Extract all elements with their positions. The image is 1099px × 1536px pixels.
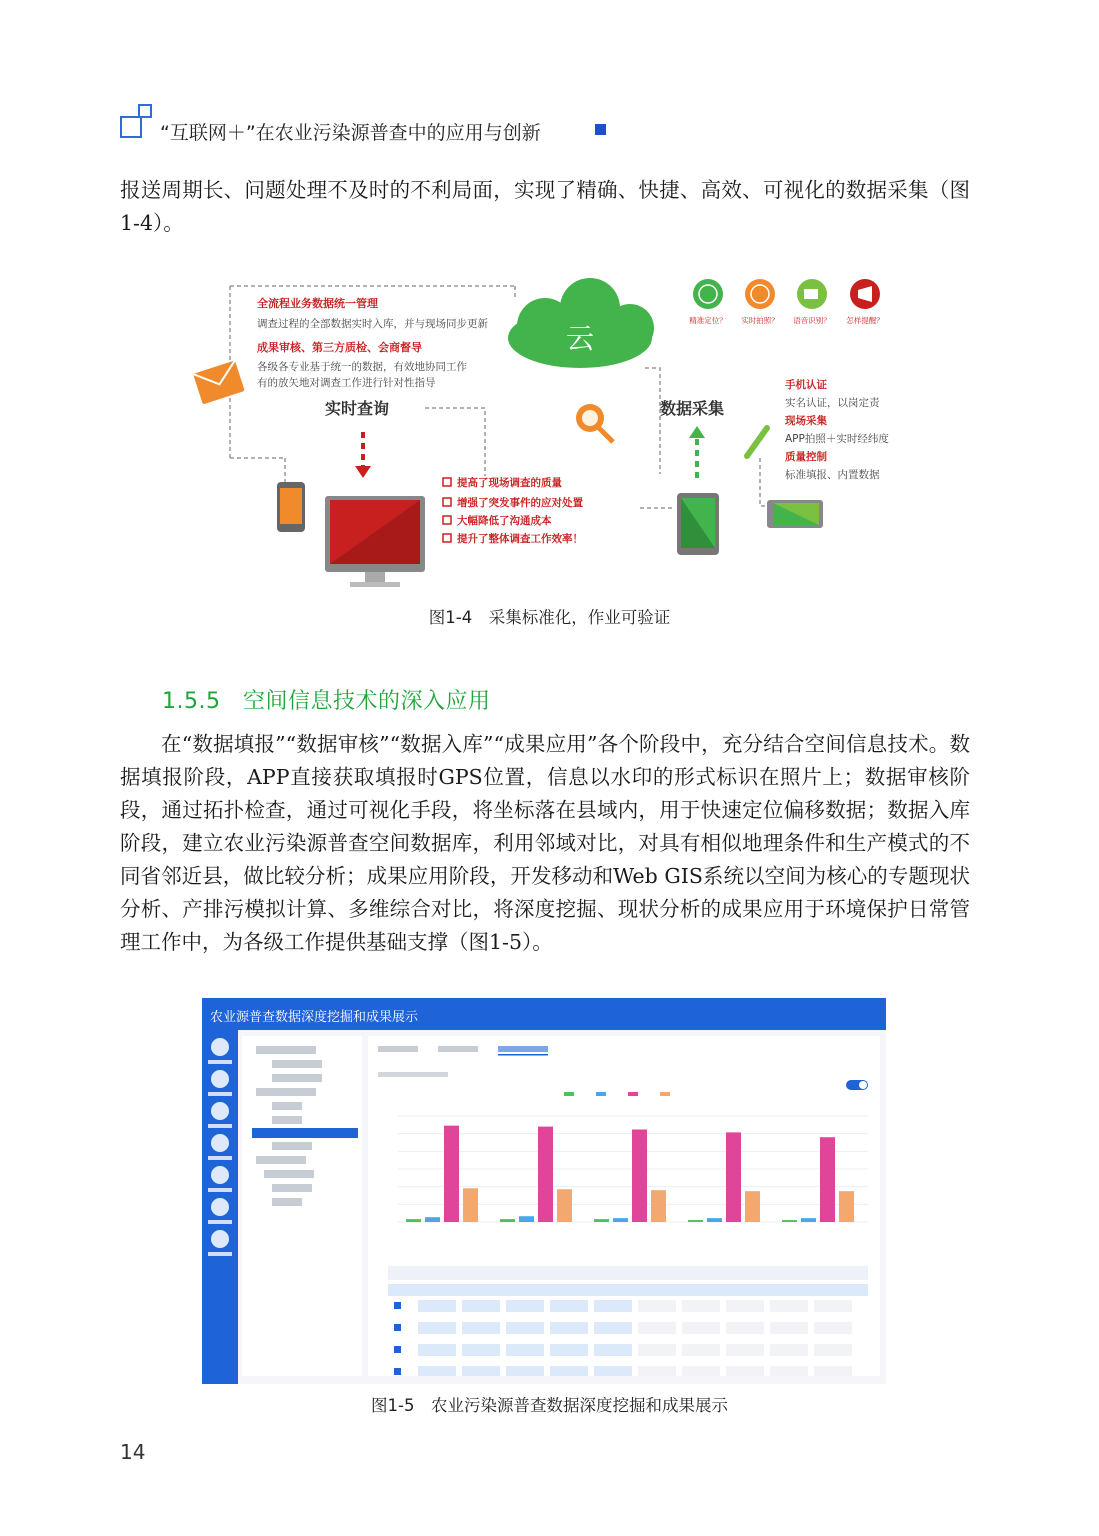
table-cell (550, 1344, 588, 1356)
app-tree-panel (242, 1036, 362, 1376)
fig4-right-d3: 标准填报、内置数据 (785, 469, 880, 481)
data-collection-label: 数据采集 (660, 399, 725, 418)
row-checkbox (394, 1302, 401, 1309)
table-cell (418, 1344, 456, 1356)
row-checkbox (394, 1346, 401, 1353)
table-cell (462, 1300, 500, 1312)
chart-bar (406, 1219, 421, 1222)
table-cell (682, 1366, 720, 1376)
fig4-right-d2: APP拍照＋实时经纬度 (785, 433, 889, 445)
table-cell (770, 1344, 808, 1356)
tablet-icon (677, 493, 719, 555)
chart-bar (425, 1217, 440, 1222)
app-topbar (202, 998, 886, 1030)
table-cell (462, 1322, 500, 1334)
figure-1-5-caption: 图1-5 农业污染源普查数据深度挖掘和成果展示 (371, 1396, 728, 1415)
table-cell (814, 1366, 852, 1376)
chart-bar (820, 1137, 835, 1222)
tree-item[interactable] (272, 1116, 302, 1124)
camera-icon (745, 279, 775, 309)
table-cell (814, 1300, 852, 1312)
app-main-panel (368, 1036, 880, 1376)
table-cell (594, 1366, 632, 1376)
benefit-4: 提升了整体调查工作效率！ (457, 533, 583, 545)
table-cell (418, 1322, 456, 1334)
app-window-title: 农业源普查数据深度挖掘和成果展示 (210, 1010, 419, 1025)
cloud-label: 云 (565, 322, 595, 355)
chart-bar (463, 1188, 478, 1222)
icon-circles (693, 279, 880, 309)
fig5-bars (398, 1116, 868, 1222)
table-filter-row (388, 1284, 868, 1296)
fig4-line3-text: 有的放矢地对调查工作进行针对性指导 (257, 377, 436, 389)
legend-swatch-4 (660, 1092, 670, 1096)
section-title: 空间信息技术的深入应用 (242, 689, 491, 714)
chart-bar (594, 1219, 609, 1222)
table-cell (638, 1344, 676, 1356)
figure-1-4-caption: 图1-4 采集标准化，作业可验证 (428, 608, 671, 627)
chart-bar (801, 1218, 816, 1222)
table-cell (682, 1344, 720, 1356)
fig4-right-t1: 手机认证 (785, 379, 827, 391)
table-cell (726, 1344, 764, 1356)
tab-3-active (498, 1046, 548, 1052)
tree-item[interactable] (272, 1198, 302, 1206)
table-cell (726, 1322, 764, 1334)
table-cell (550, 1322, 588, 1334)
figure-1-4-illustration (185, 278, 905, 596)
table-cell (770, 1300, 808, 1312)
section-number: 1.5.5 (162, 689, 221, 714)
chart-bar (557, 1189, 572, 1222)
page-number: 14 (120, 1440, 146, 1464)
chart-bar (632, 1129, 647, 1222)
benefit-2: 增强了突发事件的应对处置 (457, 497, 583, 509)
fig4-line2-text: 各级各专业基于统一的数据，有效地协同工作 (257, 361, 467, 373)
envelope-icon (193, 360, 245, 404)
tree-item[interactable] (256, 1088, 316, 1096)
header-bullet-icon (595, 124, 606, 135)
chart-bar (444, 1126, 459, 1222)
tree-item[interactable] (256, 1046, 316, 1054)
fig5-chart (368, 1036, 880, 1376)
table-cell (638, 1366, 676, 1376)
main-paragraph-text: 在“数据填报”“数据审核”“数据入库”“成果应用”各个阶段中，充分结合空间信息技术。数据填报阶段，APP直接获取填报时GPS位置，信息以水印的形式标识在照片上；数据审核阶段，通过拓扑检查，通过可视化手段，将坐标落在县域内，用于快速定位偏移数据；数据入库阶段，建立农业污染源普查空间数据库，利用邻域对比，对具有相似地理条件和生产模式的不同省邻近县，做比较分析；成果应用阶段，开发移动和Web GIS系统以空间为核心的专题现状分析、产排污模拟计算、多维综合对比，将深度挖掘、现状分析的成果应用于环境保护日常管理工作中，为各级工作提供基础支撑（图1-5）。 (120, 732, 970, 954)
benefits-list (443, 476, 583, 545)
table-cell (770, 1366, 808, 1376)
row-checkbox (394, 1368, 401, 1375)
tree-item[interactable] (272, 1184, 312, 1192)
tab-1 (378, 1046, 418, 1052)
chart-bar (519, 1216, 534, 1222)
realtime-query-label: 实时查询 (325, 399, 390, 418)
chart-bar (782, 1220, 797, 1222)
main-paragraph (120, 728, 970, 959)
chart-bar (538, 1127, 553, 1222)
sidebar-nav-item-7[interactable] (208, 1230, 232, 1270)
phone-icon (277, 482, 305, 532)
circle-label-1: 精准定位？ (689, 316, 727, 325)
table-cell (506, 1366, 544, 1376)
table-cell (814, 1322, 852, 1334)
table-cell (594, 1344, 632, 1356)
fig4-right-t2: 现场采集 (785, 415, 827, 427)
fig4-right-d1: 实名认证，以岗定责 (785, 397, 880, 409)
header-square-small-icon (138, 104, 152, 118)
table-cell (814, 1344, 852, 1356)
chart-bar (726, 1132, 741, 1222)
tree-item[interactable] (264, 1170, 314, 1178)
table-cell (506, 1322, 544, 1334)
circle-label-4: 怎样提醒？ (846, 316, 884, 325)
circle-label-3: 语音识别？ (793, 316, 831, 325)
fig4-line1-title: 全流程业务数据统一管理 (257, 297, 378, 310)
table-cell (594, 1322, 632, 1334)
chart-bar (839, 1191, 854, 1222)
table-cell (682, 1322, 720, 1334)
table-cell (594, 1300, 632, 1312)
fig4-line1-text: 调查过程的全部数据实时入库，并与现场同步更新 (257, 318, 488, 330)
fig4-right-t3: 质量控制 (785, 451, 827, 463)
chart-bar (707, 1218, 722, 1222)
legend-swatch-3 (628, 1092, 638, 1096)
table-cell (550, 1300, 588, 1312)
running-header-title: “互联网＋”在农业污染源普查中的应用与创新 (160, 122, 541, 144)
landscape-tablet-icon (767, 500, 823, 528)
circle-label-2: 实时拍照？ (741, 316, 779, 325)
tree-item[interactable] (272, 1060, 322, 1068)
table-cell (638, 1300, 676, 1312)
chart-bar (651, 1190, 666, 1222)
tree-item[interactable] (272, 1142, 312, 1150)
monitor-icon (325, 496, 425, 587)
chart-bar (500, 1219, 515, 1222)
table-cell (726, 1300, 764, 1312)
benefit-1: 提高了现场调查的质量 (457, 477, 562, 489)
chart-bar (613, 1218, 628, 1222)
table-cell (682, 1300, 720, 1312)
intro-paragraph: 报送周期长、问题处理不及时的不利局面，实现了精确、快捷、高效、可视化的数据采集（图1-4）。 (120, 178, 970, 235)
tree-item[interactable] (272, 1074, 322, 1082)
table-cell (770, 1322, 808, 1334)
table-cell (418, 1300, 456, 1312)
benefit-3: 大幅降低了沟通成本 (457, 515, 552, 527)
table-cell (418, 1366, 456, 1376)
table-cell (506, 1300, 544, 1312)
location-icon (693, 279, 723, 309)
figure-1-4 (185, 278, 905, 596)
magnifier-icon (576, 404, 613, 442)
table-cell (638, 1322, 676, 1334)
tree-item[interactable] (256, 1156, 306, 1164)
legend-swatch-1 (564, 1092, 574, 1096)
legend-swatch-2 (596, 1092, 606, 1096)
tab-2 (438, 1046, 478, 1052)
table-cell (550, 1366, 588, 1376)
chart-bar (745, 1191, 760, 1222)
table-cell (462, 1344, 500, 1356)
section-heading (162, 684, 490, 715)
figure-1-5 (202, 998, 886, 1384)
table-cell (462, 1366, 500, 1376)
table-cell (726, 1366, 764, 1376)
fig5-table (388, 1266, 868, 1376)
header-square-icon (120, 116, 142, 138)
table-header (388, 1266, 868, 1280)
chart-bar (688, 1220, 703, 1222)
fig4-line2-title: 成果审核、第三方质检、会商督导 (257, 341, 422, 354)
pencil-icon (747, 428, 767, 456)
tree-item[interactable] (272, 1102, 302, 1110)
row-checkbox (394, 1324, 401, 1331)
app-sidebar (202, 1030, 238, 1384)
tree-item-selected[interactable] (252, 1128, 358, 1138)
table-cell (506, 1344, 544, 1356)
